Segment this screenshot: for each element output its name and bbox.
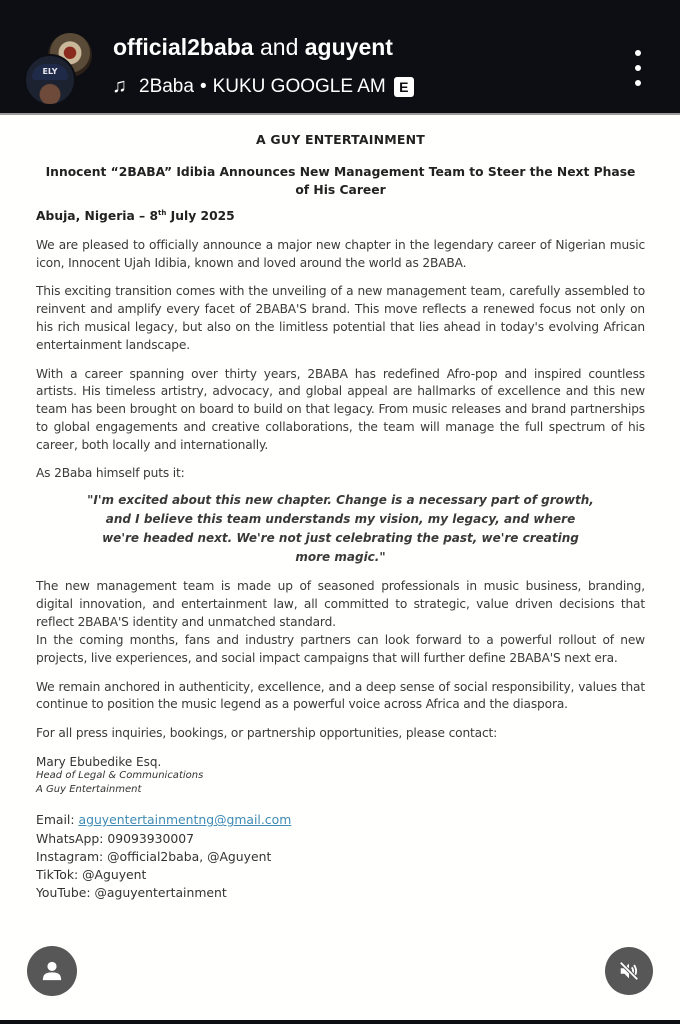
more-vertical-icon-dot (635, 65, 641, 71)
document-company: A GUY ENTERTAINMENT (255, 132, 426, 147)
paragraph: As 2Baba himself puts it: (36, 466, 185, 481)
music-artist: 2Baba (139, 75, 194, 97)
mute-toggle-button[interactable] (605, 947, 653, 995)
quote: "I'm excited about this new chapter. Change is a necessary part of growth, and I believe this team understands my vision, my legacy, and where we're headed next. We're not just celebrating the past, we're creating more magic." (87, 492, 594, 564)
paragraph: In the coming months, fans and industry partners can look forward to a powerful rollout of new projects, live experiences, and social impact campaigns that will further define 2BABA'S next era. (36, 632, 645, 665)
more-vertical-icon-dot (635, 80, 641, 86)
paragraph: The new management team is made up of seasoned professionals in music business, branding, digital innovation, and entertainment law, all committed to strategic, value driven decisions that reflect 2BABA'S identity and unmatched standard. (36, 578, 645, 629)
press-release-document (36, 115, 645, 903)
paragraph: With a career spanning over thirty years, 2BABA has redefined Afro-pop and inspired countless artists. His timeless artistry, advocacy, and global appeal are hallmarks of excellence and this new team has been brought on board to build on that legacy. From music releases and brand partnerships to global engagements and creative collaborations, the team will manage the full spectrum of his career, both locally and internationally. (36, 366, 645, 453)
post-header (0, 0, 680, 115)
email-label: Email: (36, 812, 79, 828)
contact-youtube: YouTube: @aguyentertainment (36, 885, 227, 901)
contact-details (36, 811, 645, 902)
contact-role: Head of Legal & Communications (36, 770, 204, 782)
collaborator-avatar-official2baba[interactable] (24, 54, 76, 106)
contact-instagram: Instagram: @official2baba, @Aguyent (36, 848, 272, 864)
music-separator: • (199, 75, 207, 97)
paragraph: For all press inquiries, bookings, or partnership opportunities, please contact: (36, 726, 498, 741)
paragraph: We are pleased to officially announce a major new chapter in the legendary career of Nigerian music icon, Innocent Ujah Idibia, known and loved around the world as 2BABA. (36, 238, 645, 270)
contact-email-line (36, 811, 645, 829)
author-link-official2baba[interactable]: official2baba (113, 34, 254, 60)
post-authors (113, 34, 393, 61)
explicit-badge: E (394, 77, 414, 97)
document-headline: Innocent “2BABA” Idibia Announces New Management Team to Steer the Next Phase of His Career (45, 165, 636, 197)
bottom-edge (0, 1020, 680, 1024)
contact-tiktok: TikTok: @Aguyent (36, 867, 147, 883)
more-vertical-icon (635, 50, 641, 56)
music-track: KUKU GOOGLE AM (212, 75, 386, 97)
dateline-sup: th (158, 209, 167, 217)
contact-whatsapp: WhatsApp: 09093930007 (36, 830, 195, 846)
dateline-date: July 2025 (166, 209, 235, 224)
dateline-place: Abuja, Nigeria – 8 (36, 209, 159, 224)
music-note-icon: ♫ (112, 75, 127, 97)
paragraph: This exciting transition comes with the unveiling of a new management team, carefully assembled to reinvent and amplify every facet of 2BABA'S brand. This move reflects a renewed focus not only on his rich musical legacy, but also on the limitless potential that lies ahead in today's evolving African entertainment landscape. (36, 283, 645, 352)
authors-joiner: and (260, 34, 299, 60)
avatar-cap-text: ELY (32, 64, 68, 80)
user-icon (41, 960, 63, 982)
email-link[interactable]: aguyentertainmentng@gmail.com (78, 812, 292, 828)
contact-name: Mary Ebubedike Esq. (36, 755, 162, 770)
contact-org: A Guy Entertainment (36, 784, 142, 796)
tagged-users-button[interactable] (27, 946, 77, 996)
paragraph: We remain anchored in authenticity, excellence, and a deep sense of social responsibility, values that continue to position the music legend as a powerful voice across Africa and the diaspora. (36, 679, 645, 712)
music-attribution[interactable] (112, 75, 414, 98)
author-link-aguyent[interactable]: aguyent (304, 34, 393, 60)
volume-muted-icon (618, 960, 640, 982)
more-options-button[interactable] (628, 50, 648, 86)
document-dateline (36, 209, 645, 223)
